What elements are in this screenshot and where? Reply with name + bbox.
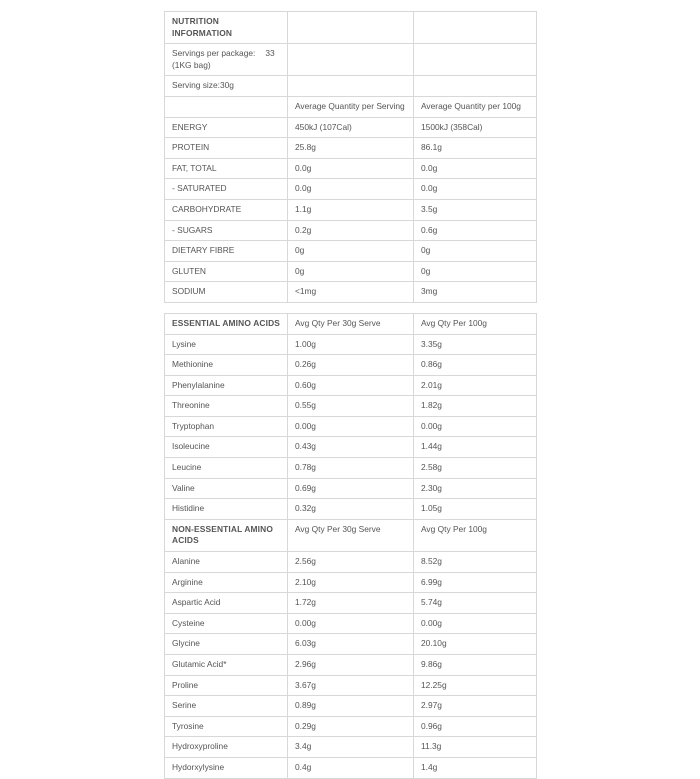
row-label: Lysine	[165, 334, 288, 355]
table-row	[165, 552, 537, 573]
row-value-per-serving: 1.1g	[288, 199, 414, 220]
row-value-per-100g: 0.00g	[414, 613, 537, 634]
row-label: Glutamic Acid*	[165, 655, 288, 676]
row-value-per-serving: 0.89g	[288, 696, 414, 717]
column-header-per-100g: Average Quantity per 100g	[414, 96, 537, 117]
servings-per-package-line	[172, 48, 280, 60]
row-value-per-serving: 1.72g	[288, 593, 414, 614]
row-label: Hydorxylysine	[165, 757, 288, 778]
row-label: PROTEIN	[165, 138, 288, 159]
row-label: SODIUM	[165, 282, 288, 303]
serving-size-row-spacer-100g	[414, 76, 537, 97]
row-value-per-serving: 6.03g	[288, 634, 414, 655]
table-row	[165, 593, 537, 614]
row-label: Phenylalanine	[165, 375, 288, 396]
row-label: Histidine	[165, 499, 288, 520]
tables-wrapper	[164, 11, 536, 779]
row-value-per-100g: 3mg	[414, 282, 537, 303]
amino-acids-table	[164, 313, 537, 779]
essential-amino-acids-header-body	[165, 313, 537, 334]
nutrition-rows-body	[165, 117, 537, 302]
table-row	[165, 675, 537, 696]
servings-per-package-value: 33	[265, 48, 275, 59]
row-value-per-100g: 1500kJ (358Cal)	[414, 117, 537, 138]
row-value-per-serving: 2.56g	[288, 552, 414, 573]
table-row	[165, 757, 537, 778]
row-value-per-serving: 0.26g	[288, 355, 414, 376]
nutrition-information-title: NUTRITION INFORMATION	[165, 12, 288, 44]
table-row-essential-header	[165, 313, 537, 334]
row-value-per-serving: 0.29g	[288, 716, 414, 737]
servings-per-package-note: (1KG bag)	[172, 59, 211, 70]
essential-amino-acids-body	[165, 334, 537, 519]
table-row	[165, 158, 537, 179]
essential-amino-acids-title: ESSENTIAL AMINO ACIDS	[165, 313, 288, 334]
row-value-per-100g: 11.3g	[414, 737, 537, 758]
row-value-per-100g: 2.01g	[414, 375, 537, 396]
table-row	[165, 634, 537, 655]
table-row	[165, 334, 537, 355]
row-value-per-serving: 25.8g	[288, 138, 414, 159]
row-label: - SUGARS	[165, 220, 288, 241]
row-value-per-serving: 0.0g	[288, 179, 414, 200]
servings-per-package-cell	[165, 44, 288, 76]
row-label: ENERGY	[165, 117, 288, 138]
row-label: Glycine	[165, 634, 288, 655]
table-row	[165, 499, 537, 520]
row-label: Tryptophan	[165, 416, 288, 437]
row-value-per-serving: 0.0g	[288, 158, 414, 179]
row-value-per-100g: 3.5g	[414, 199, 537, 220]
row-value-per-serving: 0.00g	[288, 613, 414, 634]
row-value-per-serving: 0.4g	[288, 757, 414, 778]
servings-row-spacer-serving	[288, 44, 414, 76]
table-row	[165, 416, 537, 437]
row-value-per-serving: 0.32g	[288, 499, 414, 520]
table-row	[165, 716, 537, 737]
column-header-per-serving: Average Quantity per Serving	[288, 96, 414, 117]
row-value-per-serving: 0g	[288, 241, 414, 262]
row-label: Leucine	[165, 458, 288, 479]
table-row	[165, 138, 537, 159]
row-value-per-serving: 0.55g	[288, 396, 414, 417]
table-row	[165, 355, 537, 376]
table-row	[165, 458, 537, 479]
table-row-non-essential-header	[165, 519, 537, 551]
row-value-per-serving: 2.96g	[288, 655, 414, 676]
table-row	[165, 179, 537, 200]
row-value-per-100g: 0g	[414, 241, 537, 262]
table-row	[165, 282, 537, 303]
row-value-per-100g: 0g	[414, 261, 537, 282]
row-value-per-100g: 86.1g	[414, 138, 537, 159]
non-essential-amino-acids-header-body	[165, 519, 537, 551]
table-row-title	[165, 12, 537, 44]
table-row	[165, 375, 537, 396]
title-row-spacer-serving	[288, 12, 414, 44]
serving-size-label: Serving size:	[172, 80, 220, 91]
row-label: Tyrosine	[165, 716, 288, 737]
row-value-per-100g: 0.6g	[414, 220, 537, 241]
row-label: Methionine	[165, 355, 288, 376]
row-label: Cysteine	[165, 613, 288, 634]
row-label: Valine	[165, 478, 288, 499]
row-value-per-100g: 2.30g	[414, 478, 537, 499]
row-value-per-100g: 20.10g	[414, 634, 537, 655]
table-row	[165, 655, 537, 676]
non-essential-amino-acids-body	[165, 552, 537, 779]
row-value-per-serving: <1mg	[288, 282, 414, 303]
table-row-servings-per-package	[165, 44, 537, 76]
row-label: GLUTEN	[165, 261, 288, 282]
row-label: Threonine	[165, 396, 288, 417]
row-value-per-serving: 1.00g	[288, 334, 414, 355]
row-label: Alanine	[165, 552, 288, 573]
row-label: - SATURATED	[165, 179, 288, 200]
row-value-per-serving: 2.10g	[288, 572, 414, 593]
row-value-per-serving: 3.4g	[288, 737, 414, 758]
table-row	[165, 737, 537, 758]
row-label: DIETARY FIBRE	[165, 241, 288, 262]
row-value-per-serving: 0g	[288, 261, 414, 282]
row-value-per-100g: 0.0g	[414, 158, 537, 179]
row-label: Arginine	[165, 572, 288, 593]
column-header-spacer	[165, 96, 288, 117]
non-essential-header-per-100g: Avg Qty Per 100g	[414, 519, 537, 551]
row-label: Serine	[165, 696, 288, 717]
row-label: Hydroxyproline	[165, 737, 288, 758]
table-row-column-headers	[165, 96, 537, 117]
table-row	[165, 396, 537, 417]
row-value-per-100g: 0.0g	[414, 179, 537, 200]
row-value-per-100g: 1.05g	[414, 499, 537, 520]
row-label: Proline	[165, 675, 288, 696]
serving-size-cell	[165, 76, 288, 97]
row-value-per-serving: 450kJ (107Cal)	[288, 117, 414, 138]
table-row	[165, 241, 537, 262]
essential-header-per-100g: Avg Qty Per 100g	[414, 313, 537, 334]
row-label: CARBOHYDRATE	[165, 199, 288, 220]
row-value-per-serving: 0.43g	[288, 437, 414, 458]
row-value-per-100g: 0.96g	[414, 716, 537, 737]
row-value-per-100g: 0.86g	[414, 355, 537, 376]
row-value-per-serving: 3.67g	[288, 675, 414, 696]
title-row-spacer-100g	[414, 12, 537, 44]
table-row	[165, 478, 537, 499]
table-row	[165, 261, 537, 282]
row-value-per-serving: 0.78g	[288, 458, 414, 479]
row-value-per-100g: 2.58g	[414, 458, 537, 479]
row-value-per-100g: 1.4g	[414, 757, 537, 778]
table-row	[165, 220, 537, 241]
row-value-per-100g: 0.00g	[414, 416, 537, 437]
row-label: FAT, TOTAL	[165, 158, 288, 179]
non-essential-amino-acids-title: NON-ESSENTIAL AMINO ACIDS	[165, 519, 288, 551]
essential-header-per-serving: Avg Qty Per 30g Serve	[288, 313, 414, 334]
non-essential-header-per-serving: Avg Qty Per 30g Serve	[288, 519, 414, 551]
row-value-per-100g: 6.99g	[414, 572, 537, 593]
row-value-per-serving: 0.00g	[288, 416, 414, 437]
row-value-per-100g: 3.35g	[414, 334, 537, 355]
nutrition-information-table	[164, 11, 537, 303]
row-value-per-serving: 0.60g	[288, 375, 414, 396]
row-label: Isoleucine	[165, 437, 288, 458]
row-value-per-100g: 9.86g	[414, 655, 537, 676]
row-value-per-100g: 12.25g	[414, 675, 537, 696]
row-value-per-100g: 1.82g	[414, 396, 537, 417]
table-row	[165, 199, 537, 220]
nutrition-information-body	[165, 12, 537, 118]
table-row	[165, 437, 537, 458]
table-row-serving-size	[165, 76, 537, 97]
row-value-per-100g: 5.74g	[414, 593, 537, 614]
serving-size-value: 30g	[219, 80, 234, 91]
row-value-per-serving: 0.2g	[288, 220, 414, 241]
table-row	[165, 696, 537, 717]
table-row	[165, 117, 537, 138]
table-row	[165, 572, 537, 593]
row-value-per-100g: 2.97g	[414, 696, 537, 717]
row-value-per-serving: 0.69g	[288, 478, 414, 499]
row-value-per-100g: 8.52g	[414, 552, 537, 573]
row-label: Aspartic Acid	[165, 593, 288, 614]
row-value-per-100g: 1.44g	[414, 437, 537, 458]
servings-per-package-label: Servings per package:	[172, 48, 256, 59]
table-row	[165, 613, 537, 634]
servings-row-spacer-100g	[414, 44, 537, 76]
serving-size-row-spacer-serving	[288, 76, 414, 97]
